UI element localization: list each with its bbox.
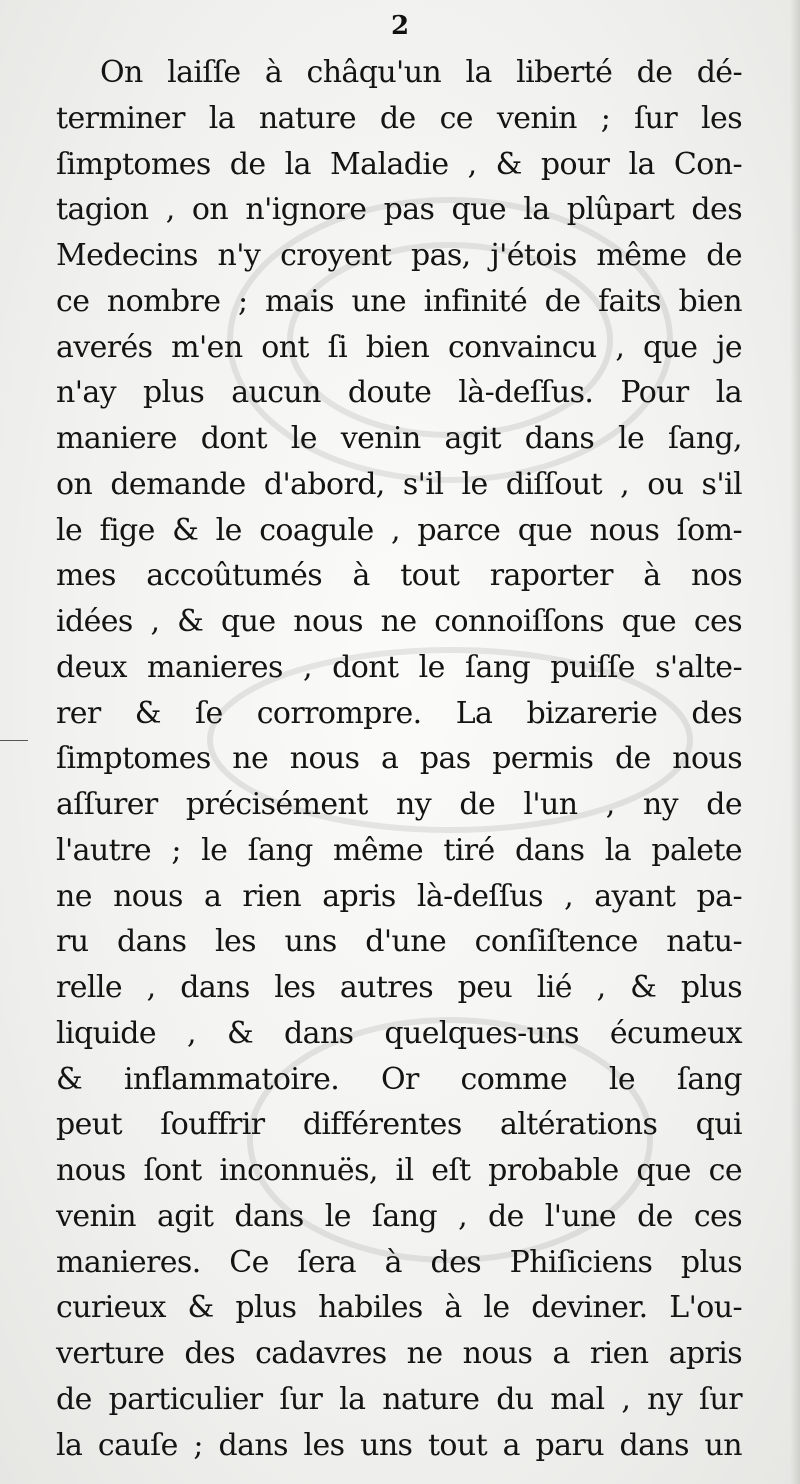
text-line: curieux & plus habiles à le deviner. L'ou- xyxy=(56,1290,742,1326)
text-line: peut ſouffrir différentes altérations qui xyxy=(56,1107,742,1143)
page-edge-shadow xyxy=(790,0,800,1484)
text-line: relle , dans les autres peu lié , & plus xyxy=(56,970,742,1005)
text-line: l'autre ; le ſang même tiré dans la palete xyxy=(56,832,742,868)
body-text xyxy=(56,50,742,1468)
text-line: terminer la nature de ce venin ; ſur les xyxy=(56,100,742,136)
text-line: deux manieres , dont le ſang puiſſe s'alte- xyxy=(56,649,742,685)
text-line: tagion , on n'ignore pas que la plûpart des xyxy=(56,192,742,228)
text-line: On laiſſe à châqu'un la liberté de dé- xyxy=(100,55,742,90)
text-line: le fige & le coagule , parce que nous ſom- xyxy=(56,512,742,548)
text-line: on demande d'abord, s'il le diſſout , ou s'il xyxy=(56,466,742,502)
text-line: n'ay plus aucun doute là-deſſus. Pour la xyxy=(56,375,742,411)
text-line: mes accoûtumés à tout raporter à nos xyxy=(56,558,742,594)
text-line: aſſurer précisément ny de l'un , ny de xyxy=(56,787,742,822)
text-line: la cauſe ; dans les uns tout a paru dans un xyxy=(56,1427,742,1463)
text-line: idées , & que nous ne connoiſſons que ces xyxy=(56,604,742,639)
text-line: ſimptomes ne nous a pas permis de nous xyxy=(56,741,742,777)
text-line: maniere dont le venin agit dans le ſang, xyxy=(56,421,742,456)
text-line: rer & ſe corrompre. La bizarerie des xyxy=(56,695,742,731)
text-line: ru dans les uns d'une conſiſtence natu- xyxy=(56,924,742,960)
text-line: averés m'en ont ſi bien convaincu , que je xyxy=(56,329,742,365)
text-line: manieres. Ce ſera à des Phiſiciens plus xyxy=(56,1244,742,1280)
text-line: de particulier ſur la nature du mal , ny ſur xyxy=(56,1381,742,1417)
text-line: venin agit dans le ſang , de l'une de ces xyxy=(56,1198,742,1234)
text-line: nous ſont inconnuës, il eſt probable que ce xyxy=(56,1153,742,1188)
text-line: verture des cadavres ne nous a rien apris xyxy=(56,1336,742,1371)
text-line: & inflammatoire. Or comme le ſang xyxy=(56,1061,742,1097)
text-line: ne nous a rien apris là-deſſus , ayant pa- xyxy=(56,878,742,914)
text-line: Medecins n'y croyent pas, j'étois même de xyxy=(56,238,742,273)
page-number: 2 xyxy=(390,11,410,41)
text-line: liquide , & dans quelques-uns écumeux xyxy=(56,1015,742,1051)
margin-mark xyxy=(0,740,28,741)
text-line: ſimptomes de la Maladie , & pour la Con- xyxy=(56,146,742,182)
text-line: ce nombre ; mais une infinité de faits bien xyxy=(56,283,742,319)
